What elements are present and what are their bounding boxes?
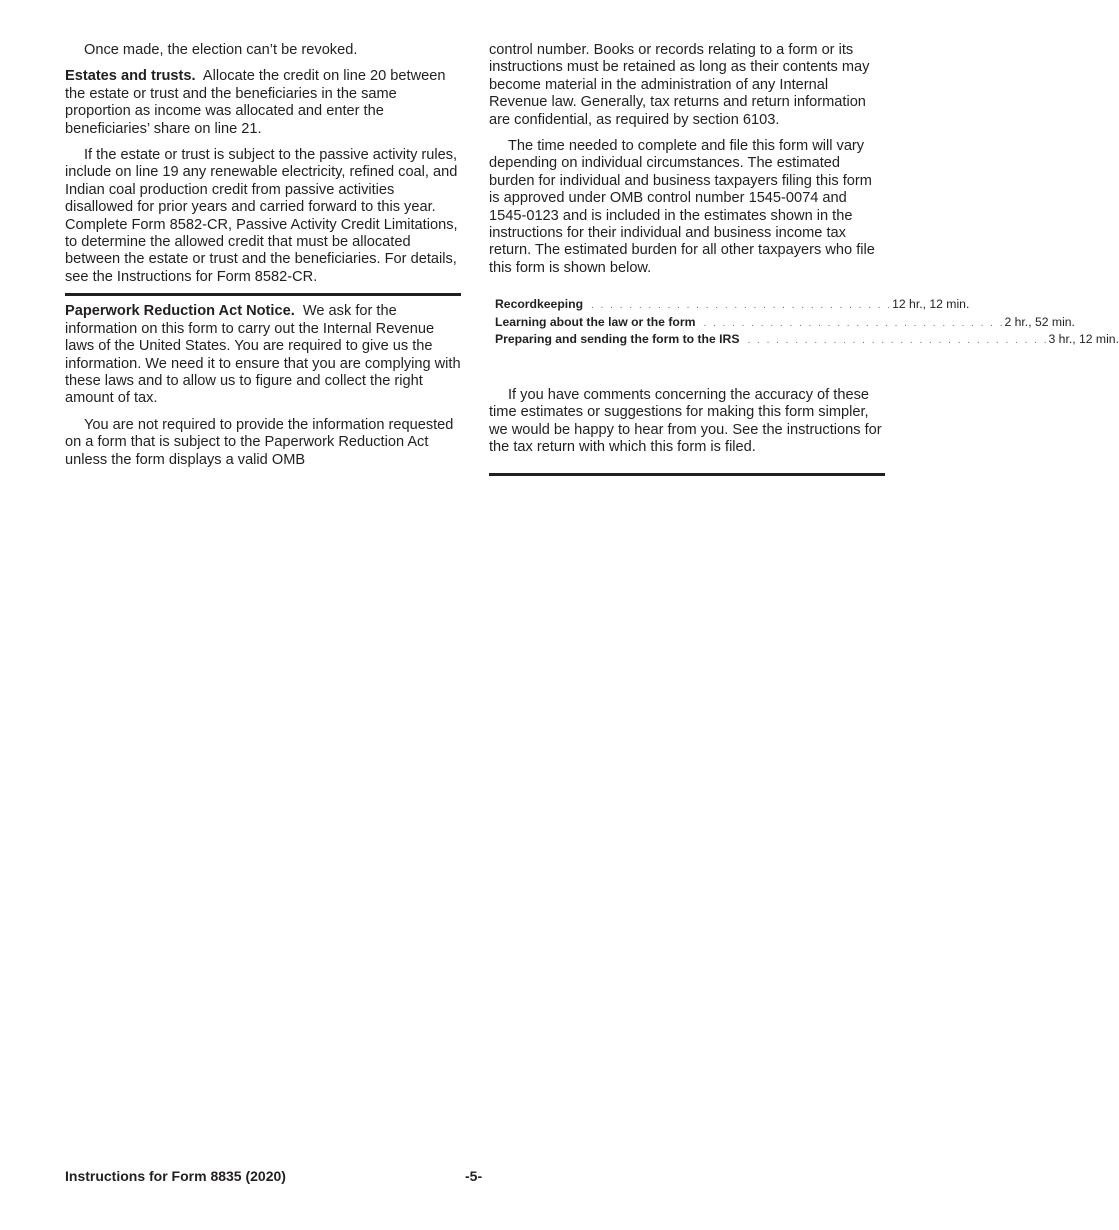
- burden-label: Learning about the law or the form: [495, 314, 696, 329]
- records-paragraph: control number. Books or records relating to a form or its instructions must be retained as long as their contents may become material in the administration of any Internal Revenue law. Generally, tax returns and return information are confidential, as required by section 6103.: [489, 42, 870, 128]
- burden-label: Recordkeeping: [495, 297, 584, 312]
- burden-row: [495, 297, 970, 315]
- dot-leader: . . . . . . . . . . . . . . . . . . . . . . . . . . . . . . . .: [747, 335, 1049, 347]
- end-divider: [489, 473, 885, 476]
- time-needed-paragraph: The time needed to complete and file this form will vary depending on individual circumstances. The estimated burden for individual and business taxpayers filing this form is approved under OMB control number 1545-0074 and 1545-0123 and is included in the estimates shown in the instructions for their individual and business income tax return. The estimated burden for all other taxpayers who file this form is shown below.: [489, 138, 875, 276]
- comments-paragraph: If you have comments concerning the accuracy of these time estimates or suggestions for making this form simpler, we would be happy to hear from you. See the instructions for the tax return with which this form is filed.: [489, 386, 882, 455]
- burden-row: [495, 332, 1119, 350]
- election-note: Once made, the election can’t be revoked.: [84, 42, 358, 58]
- estates-trusts-paragraph: [65, 68, 461, 138]
- estates-trusts-text: Allocate the credit on line 20 between the estate or trust and the beneficiaries in the same proportion as income was allocated and enter the beneficiaries’ share on line 21.: [65, 68, 446, 137]
- paperwork-paragraph: [65, 303, 461, 407]
- dot-leader: . . . . . . . . . . . . . . . . . . . . . . . . . . . . . . . .: [591, 300, 893, 312]
- burden-time: 2 hr., 52 min.: [1004, 314, 1075, 329]
- burden-time: 3 hr., 12 min.: [1048, 332, 1119, 347]
- burden-label: Preparing and sending the form to the IRS: [495, 332, 740, 347]
- section-divider: [65, 293, 461, 296]
- estates-trusts-heading: Estates and trusts.: [65, 68, 196, 85]
- page-number: -5-: [465, 1168, 483, 1184]
- left-column: [65, 42, 461, 469]
- omb-paragraph: You are not required to provide the information requested on a form that is subject to the Paperwork Reduction Act unless the form displays a valid OMB: [65, 416, 454, 468]
- passive-activity-paragraph: If the estate or trust is subject to the passive activity rules, include on line 19 any renewable electricity, refined coal, and Indian coal production credit from passive activities disallowed for prior years and carried forward to this year. Complete Form 8582-CR, Passive Activity Credit Limitations, to determine the allowed credit that must be allocated between the estate or trust and the beneficiaries. For details, see the Instructions for Form 8582-CR.: [65, 147, 458, 285]
- burden-table: [495, 297, 1119, 350]
- right-column: [489, 42, 1119, 476]
- paperwork-heading: Paperwork Reduction Act Notice.: [65, 303, 295, 320]
- paperwork-text: We ask for the information on this form to carry out the Internal Revenue laws of the United States. You are required to give us the information. We need it to ensure that you are complying with these laws and to allow us to figure and collect the right amount of tax.: [65, 303, 461, 407]
- footer-form-title: Instructions for Form 8835 (2020): [65, 1168, 286, 1184]
- burden-time: 12 hr., 12 min.: [892, 297, 970, 312]
- burden-row: [495, 314, 1075, 333]
- dot-leader: . . . . . . . . . . . . . . . . . . . . . . . . . . . . . . . .: [703, 317, 1005, 329]
